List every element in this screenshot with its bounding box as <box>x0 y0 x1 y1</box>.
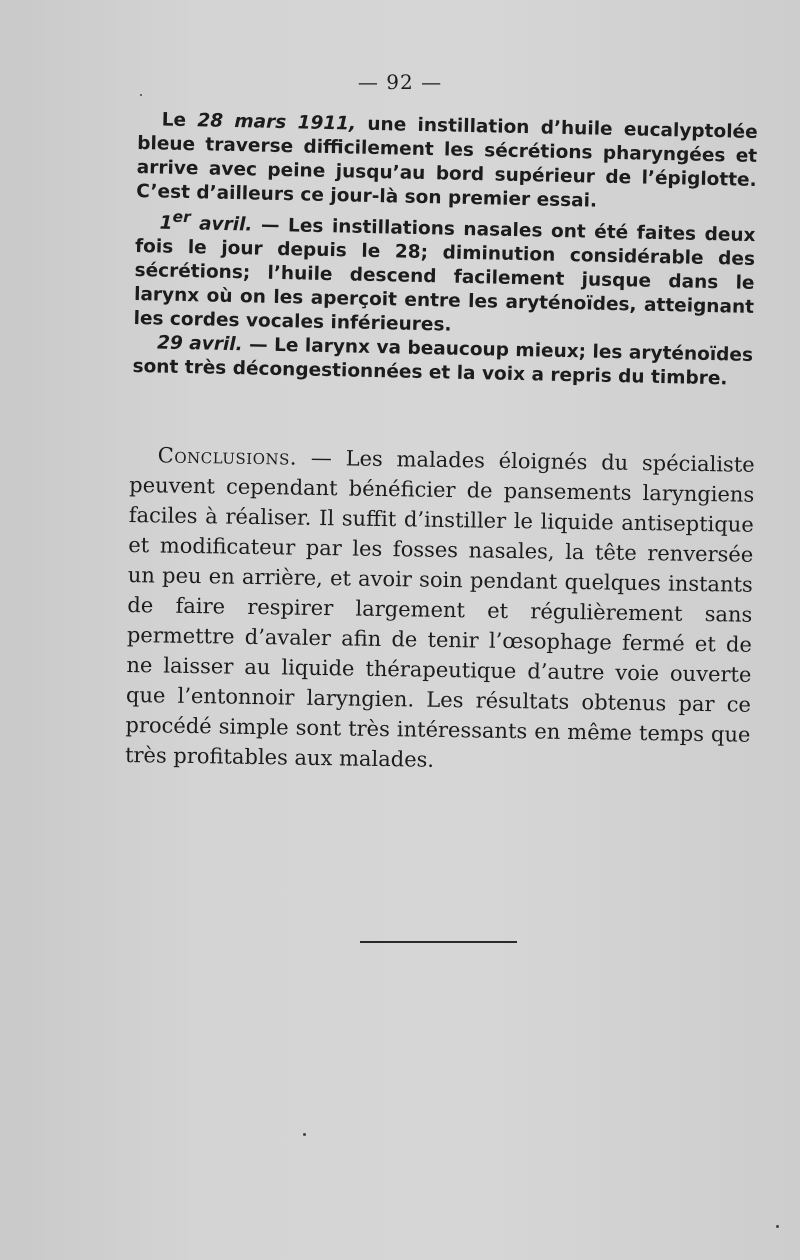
observation-block <box>132 108 758 392</box>
page-number: — 92 — <box>357 70 443 94</box>
paragraph-march-28 <box>136 108 758 217</box>
paper-speck <box>303 1133 306 1136</box>
paper-speck <box>776 1225 779 1228</box>
date-april-1: avril. <box>190 213 253 236</box>
conclusion-paragraph <box>125 440 755 780</box>
date-march-28: 28 mars 1911, <box>197 110 357 135</box>
conclusion-text: — Les malades éloignés du spécialiste peuvent cependant bénéficier de pansements laryngiens faciles à réaliser. Il suffit d’instiller le liquide antiseptique et modificateur par les fosses nasales, la tête renversée un peu en arrière, et avoir soin pendant quelques instants de faire respirer largement et régulièrement sans permettre d’avaler afin de tenir l’œsophage fermé et de ne laisser au liquide thérapeutique d’autre voie ouverte que l’entonnoir laryngien. Les résultats obtenus par ce procédé simple sont très intéressants en même temps que très profitables aux malades. <box>124 445 755 772</box>
section-divider-rule <box>360 941 517 943</box>
paragraph-april-1 <box>133 204 756 344</box>
paper-speck <box>140 94 142 96</box>
date-april-1-superscript: er <box>172 207 191 227</box>
p1-prefix: Le <box>161 109 198 132</box>
p1-text: une instillation d’huile eucalyptolée bleue traverse difficilement les sécrétions pharyngées et arrive avec peine jusqu’au bord supérieur de l’épiglotte. C’est d’ailleurs ce jour-là son premier essai. <box>136 113 758 212</box>
conclusion-block <box>125 440 755 780</box>
p3-text: — Le larynx va beaucoup mieux; les aryténoïdes sont très décongestionnées et la voix a repris du timbre. <box>132 334 754 390</box>
p2-text: — Les instillations nasales ont été faites deux fois le jour depuis le 28; diminution considérable des sécrétions; l’huile descend facilement jusque dans le larynx où on les aperçoit entre les aryténoïdes, atteignant les cordes vocales inférieures. <box>133 214 756 336</box>
conclusion-heading: Conclusions. <box>157 443 298 470</box>
date-april-1-number: 1 <box>159 212 173 234</box>
date-april-29: 29 avril. <box>156 332 243 356</box>
